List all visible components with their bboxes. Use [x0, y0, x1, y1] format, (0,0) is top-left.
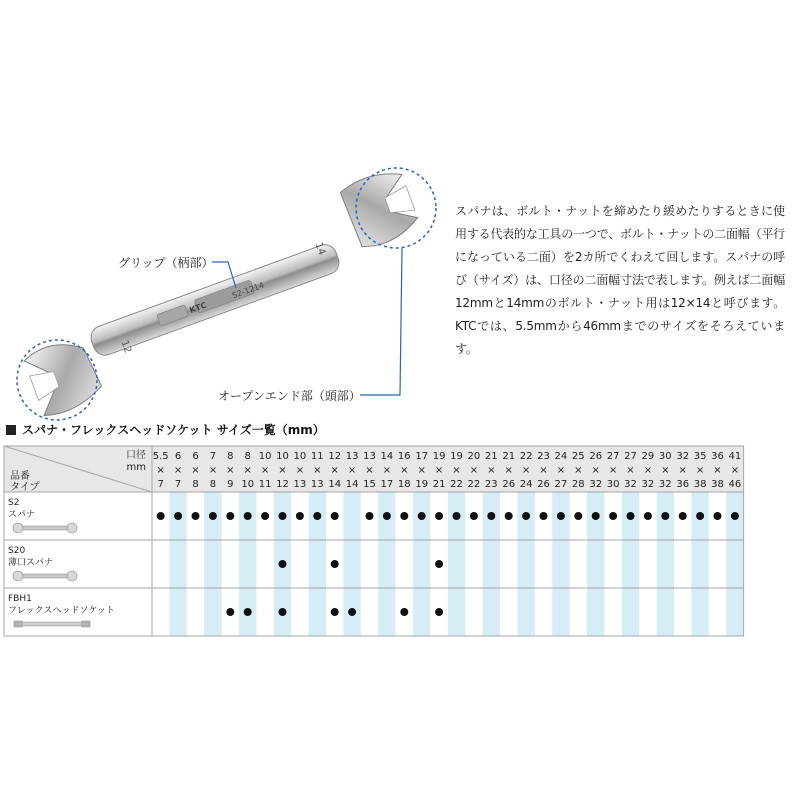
column-size-b: 7 [157, 479, 164, 490]
column-times: × [191, 465, 200, 476]
availability-dot [505, 512, 513, 520]
column-size-b: 26 [502, 479, 516, 490]
availability-dot [331, 560, 339, 568]
availability-dot [279, 608, 287, 616]
availability-dot [731, 512, 739, 520]
column-times: × [713, 465, 722, 476]
column-times: × [260, 465, 270, 476]
column-times: × [278, 465, 287, 476]
column-times: × [452, 465, 461, 476]
column-size-a: 23 [537, 451, 550, 462]
column-size-a: 35 [693, 451, 707, 462]
row-part-number: S2 [8, 498, 20, 508]
column-times: × [295, 465, 305, 476]
column-size-b: 30 [606, 479, 620, 490]
column-times: × [330, 465, 339, 476]
availability-dot [366, 512, 374, 520]
column-size-a: 41 [728, 451, 742, 462]
availability-dot [348, 608, 356, 616]
column-size-a: 13 [345, 451, 359, 462]
column-size-b: 18 [397, 479, 411, 490]
column-size-a: 26 [589, 451, 603, 462]
column-size-b: 14 [345, 479, 359, 490]
column-size-b: 28 [571, 479, 585, 490]
column-size-b: 7 [174, 479, 182, 490]
availability-dot [418, 512, 426, 520]
column-size-b: 8 [192, 479, 199, 490]
tool-thumb-icon [20, 526, 70, 530]
column-size-b: 21 [432, 479, 446, 490]
column-size-a: 10 [276, 451, 289, 462]
column-size-a: 5.5 [152, 451, 169, 462]
column-size-b: 38 [711, 479, 724, 490]
column-size-b: 23 [484, 479, 498, 490]
column-times: × [730, 465, 740, 476]
column-size-a: 29 [641, 451, 655, 462]
column-times: × [382, 465, 392, 476]
size-table [0, 438, 800, 644]
availability-dot [383, 512, 391, 520]
column-times: × [574, 465, 583, 476]
tool-thumb-head-icon [13, 571, 23, 581]
corner-label-diameter: 口径 [126, 450, 146, 461]
column-size-b: 19 [415, 479, 429, 490]
section-title-text: スパナ・フレックスヘッドソケット サイズ一覧（mm） [22, 423, 325, 437]
column-size-a: 16 [397, 451, 411, 462]
availability-dot [400, 512, 408, 520]
tool-thumb-icon [20, 574, 70, 578]
tool-thumb-icon [14, 622, 90, 626]
column-size-b: 17 [380, 479, 394, 490]
tool-thumb-head-icon [14, 621, 22, 627]
availability-dot [192, 512, 200, 520]
column-size-a: 22 [519, 451, 533, 462]
availability-dot [296, 512, 304, 520]
availability-dot [279, 512, 287, 520]
column-size-a: 36 [711, 451, 724, 462]
tool-thumb-head-icon [67, 523, 77, 533]
column-times: × [504, 465, 513, 476]
column-times: × [173, 465, 183, 476]
column-size-a: 19 [432, 451, 446, 462]
availability-dot [226, 608, 234, 616]
row-type-name: 薄口スパナ [8, 558, 54, 568]
column-size-a: 8 [244, 451, 251, 462]
availability-dot [279, 560, 287, 568]
column-times: × [243, 465, 252, 476]
column-times: × [365, 465, 374, 476]
column-size-a: 12 [328, 451, 342, 462]
grip-label: グリップ（柄部） [118, 256, 214, 270]
column-size-b: 38 [693, 479, 707, 490]
column-times: × [469, 465, 479, 476]
column-size-b: 46 [728, 479, 742, 490]
row-type-name: フレックスヘッドソケット [8, 606, 115, 616]
availability-dot [331, 608, 339, 616]
wrench-size-left: 12 [118, 338, 134, 355]
size-table-grid [0, 438, 800, 640]
column-size-a: 6 [174, 451, 182, 462]
row-part-number: FBH1 [8, 594, 32, 604]
column-size-a: 27 [606, 451, 620, 462]
column-size-b: 26 [537, 479, 550, 490]
column-times: × [626, 465, 635, 476]
availability-dot [244, 608, 252, 616]
column-size-a: 10 [258, 451, 272, 462]
column-times: × [521, 465, 531, 476]
column-times: × [643, 465, 653, 476]
column-size-a: 11 [310, 451, 324, 462]
column-size-a: 19 [450, 451, 463, 462]
row-type-name: スパナ [8, 510, 36, 520]
availability-dot [679, 512, 687, 520]
availability-dot [470, 512, 478, 520]
column-size-b: 32 [624, 479, 637, 490]
column-size-b: 27 [554, 479, 568, 490]
column-size-b: 32 [658, 479, 672, 490]
column-size-b: 14 [328, 479, 342, 490]
column-size-b: 11 [258, 479, 272, 490]
column-size-b: 9 [227, 479, 234, 490]
availability-dot [435, 512, 443, 520]
column-times: × [226, 465, 235, 476]
availability-dot [557, 512, 565, 520]
availability-dot [714, 512, 722, 520]
corner-label-part-number: 品番 [10, 471, 30, 482]
column-size-b: 15 [363, 479, 376, 490]
column-size-a: 30 [658, 451, 672, 462]
corner-label-type: タイプ [10, 482, 40, 493]
column-times: × [539, 465, 548, 476]
column-size-b: 8 [209, 479, 217, 490]
column-times: × [347, 465, 357, 476]
availability-dot [627, 512, 635, 520]
column-size-b: 13 [293, 479, 307, 490]
availability-dot [609, 512, 617, 520]
availability-dot [226, 512, 234, 520]
availability-dot [522, 512, 530, 520]
wrench-model-text: S2-1214 [230, 280, 266, 301]
column-size-a: 13 [363, 451, 376, 462]
column-size-a: 6 [192, 451, 199, 462]
column-size-b: 13 [310, 479, 324, 490]
open-end-leader-line [360, 248, 402, 395]
column-size-a: 17 [415, 451, 429, 462]
availability-dot [592, 512, 600, 520]
column-size-b: 10 [241, 479, 255, 490]
column-size-a: 7 [209, 451, 217, 462]
availability-dot [435, 560, 443, 568]
square-bullet-icon [6, 425, 16, 435]
availability-dot [453, 512, 461, 520]
column-size-b: 12 [276, 479, 289, 490]
availability-dot [661, 512, 669, 520]
availability-dot [574, 512, 582, 520]
tool-thumb-head-icon [82, 621, 90, 627]
column-size-b: 22 [450, 479, 463, 490]
open-end-label: オープンエンド部（頭部） [218, 389, 361, 403]
availability-dot [331, 512, 339, 520]
column-size-a: 25 [571, 451, 585, 462]
availability-dot [487, 512, 495, 520]
row-part-number: S20 [8, 546, 26, 556]
column-size-a: 27 [624, 451, 637, 462]
availability-dot [209, 512, 217, 520]
availability-dot [696, 512, 704, 520]
column-size-b: 32 [641, 479, 655, 490]
column-times: × [313, 465, 322, 476]
availability-dot [400, 608, 408, 616]
column-size-a: 8 [227, 451, 234, 462]
column-size-a: 10 [293, 451, 307, 462]
column-size-a: 24 [554, 451, 568, 462]
availability-dot [540, 512, 548, 520]
column-times: × [434, 465, 444, 476]
column-times: × [487, 465, 496, 476]
column-times: × [417, 465, 426, 476]
corner-label-unit: mm [126, 462, 146, 473]
column-size-b: 24 [519, 479, 533, 490]
column-times: × [608, 465, 618, 476]
availability-dot [435, 608, 443, 616]
availability-dot [261, 512, 269, 520]
wrench-brand-text: KTC [188, 300, 208, 316]
tool-thumb-head-icon [13, 523, 23, 533]
column-times: × [695, 465, 705, 476]
column-size-b: 36 [676, 479, 690, 490]
availability-dot [174, 512, 182, 520]
column-times: × [208, 465, 218, 476]
column-size-a: 32 [676, 451, 690, 462]
column-times: × [156, 465, 165, 476]
description-text: スパナは、ボルト・ナットを締めたり緩めたりするときに使用する代表的な工具の一つで、ボルト・ナットの二面幅（平行になっている二面）を2カ所でくわえて回します。スパナの呼び（サイズ）は、口径の二面幅寸法で表します。例えば二面幅12mmと14mmのボルト・ナット用は12×14と呼びます。KTCでは、5.5mmから46mmまでのサイズをそろえています。 [455, 204, 785, 356]
column-times: × [400, 465, 409, 476]
column-size-a: 20 [467, 451, 481, 462]
column-times: × [591, 465, 600, 476]
availability-dot [313, 512, 321, 520]
column-size-a: 21 [502, 451, 516, 462]
wrench-illustration [0, 150, 440, 430]
wrench-head-right [339, 166, 422, 251]
availability-dot [644, 512, 652, 520]
wrench-size-right: 14 [312, 240, 328, 257]
column-times: × [661, 465, 670, 476]
column-size-b: 32 [589, 479, 603, 490]
column-size-a: 21 [484, 451, 498, 462]
column-size-a: 14 [380, 451, 394, 462]
column-times: × [556, 465, 566, 476]
availability-dot [244, 512, 252, 520]
column-size-b: 22 [467, 479, 481, 490]
availability-dot [157, 512, 165, 520]
column-times: × [678, 465, 687, 476]
tool-thumb-head-icon [67, 571, 77, 581]
section-title [6, 421, 325, 438]
